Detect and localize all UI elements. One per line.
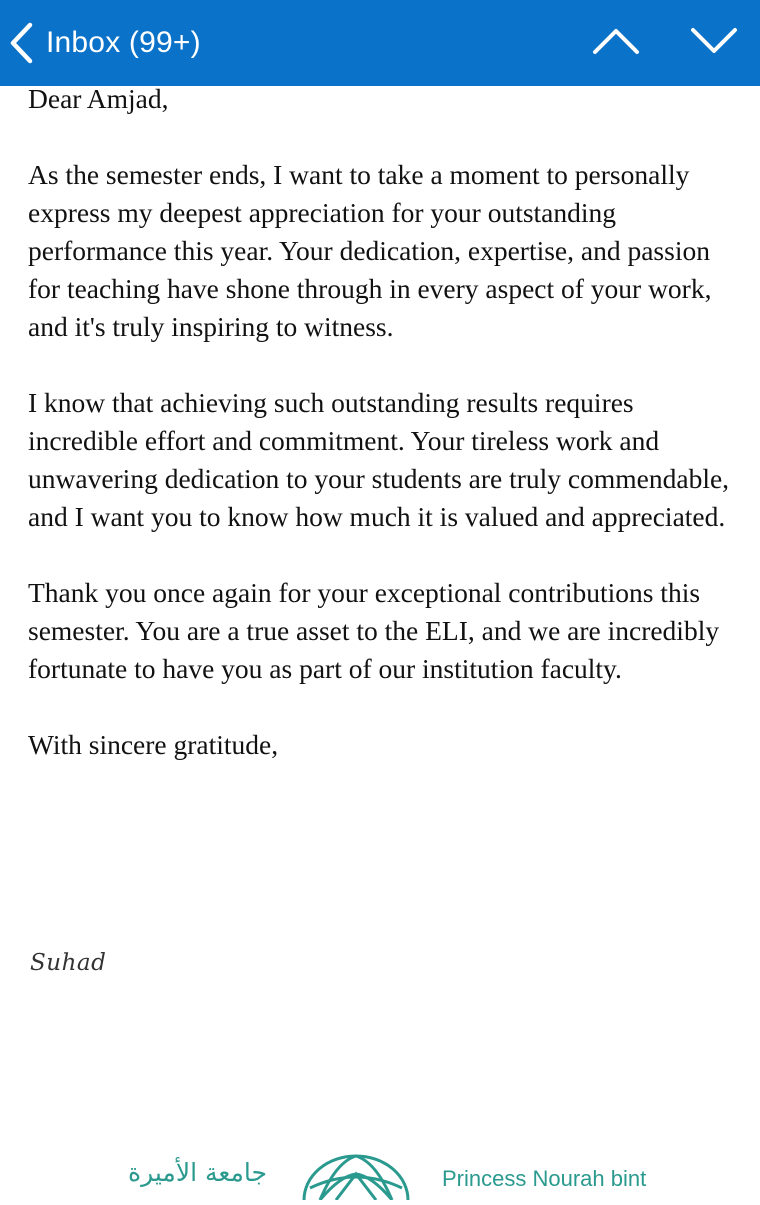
previous-message-button[interactable] — [588, 16, 644, 70]
next-message-button[interactable] — [686, 16, 742, 70]
university-emblem-icon — [300, 1152, 412, 1205]
top-navigation-bar — [0, 0, 760, 86]
chevron-down-icon — [690, 27, 738, 60]
university-logo — [0, 1140, 760, 1200]
logo-arabic-text: جامعة الأميرة — [128, 1158, 267, 1187]
email-greeting: Dear Amjad, — [28, 83, 169, 114]
inbox-label: Inbox (99+) — [46, 26, 201, 59]
email-body — [28, 80, 740, 764]
email-paragraph-2: I know that achieving such outstanding results requires incredible effort and commitment. Your tireless work and unwavering dedication to your students are truly commendable, and I want you to know how much it is valued and appreciated. — [28, 387, 730, 532]
chevron-up-icon — [592, 27, 640, 60]
email-paragraph-3: Thank you once again for your exceptional contributions this semester. You are a true asset to the ELI, and we are incredibly fortunate to have you as part of our institution faculty. — [28, 577, 720, 684]
back-to-inbox-button[interactable] — [8, 14, 201, 72]
email-closing: With sincere gratitude, — [28, 729, 279, 760]
logo-english-text: Princess Nourah bint — [442, 1166, 647, 1191]
email-paragraph-1: As the semester ends, I want to take a moment to personally express my deepest appreciation for your outstanding performance this year. Your dedication, expertise, and passion for teaching have shone through in every aspect of your work, and it's truly inspiring to witness. — [28, 159, 712, 342]
handwritten-signature: Suhad — [30, 950, 107, 976]
chevron-left-icon — [8, 22, 34, 64]
